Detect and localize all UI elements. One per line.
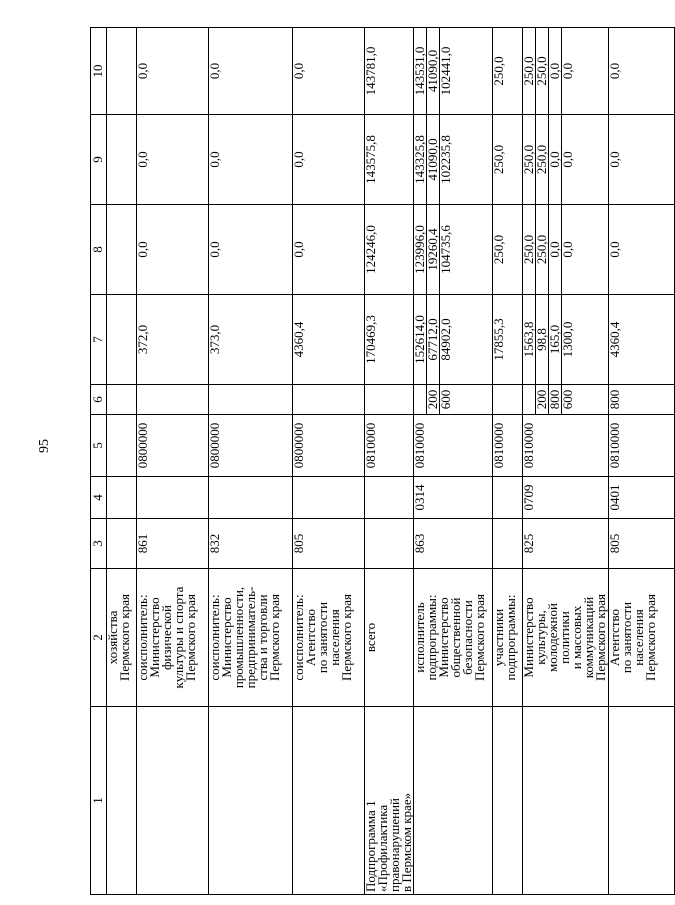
table-row [293,28,365,895]
target-item-code-cell [365,415,414,477]
program-name-cell [609,707,675,895]
amount-col7-cell [107,295,137,385]
amount-col8-cell [293,205,365,295]
table-row [209,28,293,895]
executor-name-line: Пермского края [472,594,487,681]
ministry-code-value: 863 [412,533,427,554]
program-name-cell [107,707,137,895]
table-row [493,28,523,895]
target-item-code-cell [609,415,675,477]
amount-col7-cell [609,295,675,385]
expense-type-line: 600 [439,385,452,414]
amount-col7-line: 84902,0 [439,295,452,384]
amount-col10-value: 0,0 [207,62,222,80]
executor-name-line: промышленности, [231,586,246,689]
section-code-cell [414,477,493,519]
amount-col9-cell [107,115,137,205]
ministry-code-cell [365,519,414,569]
amount-col8-cell [414,205,493,295]
ministry-code-value: 832 [207,533,222,554]
column-number-header: 10 [91,28,107,115]
amount-col9-line: 143325,8 [412,135,427,184]
executor-name-line: культуры, [533,610,548,665]
amount-col8-line: 123996,0 [412,225,427,274]
target-item-code-cell [493,415,523,477]
amount-col8-line: 250,0 [521,234,536,265]
amount-col10-cell [107,28,137,115]
amount-col9-cell [414,115,493,205]
program-name-cell [137,707,209,895]
column-number-header: 7 [91,295,107,385]
amount-col7-cell [493,295,523,385]
executor-name-line: коммуникаций [581,596,596,679]
amount-col10-line: 250,0 [535,28,548,114]
amount-col8-line: 104735,6 [439,205,452,294]
executor-name-line: населения [327,609,342,666]
amount-col7-line: 1300,0 [561,295,574,384]
table-row [107,28,137,895]
executor-name-line: подпрограммы: [503,594,518,681]
executor-name-line: хозяйства [105,610,120,665]
column-number-header: 2 [91,569,107,707]
amount-col8-cell [609,205,675,295]
section-code-cell [209,477,293,519]
amount-col9-line: 250,0 [535,115,548,204]
executor-name-cell [209,569,293,707]
executor-name-line: культуры и спорта [171,586,186,689]
amount-col9-cell [293,115,365,205]
executor-name-line: ства и торговли [255,594,270,681]
amount-col8-value: 0,0 [135,241,150,258]
amount-col9-value: 0,0 [291,151,306,168]
column-number-header: 1 [91,707,107,895]
ministry-code-value: 861 [135,533,150,554]
table-body [107,28,675,895]
ministry-code-value: 805 [607,533,622,554]
amount-col7-line: 1563,8 [521,321,536,358]
amount-col8-value: 124246,0 [363,225,378,274]
ministry-code-value: 805 [291,533,306,554]
program-name-cell [414,707,493,895]
amount-col7-value: 373,0 [207,324,222,355]
amount-col7-cell [209,295,293,385]
amount-col8-cell [209,205,293,295]
amount-col10-cell [609,28,675,115]
amount-col10-line: 41090,0 [426,28,439,114]
ministry-code-cell [493,519,523,569]
amount-col9-cell [209,115,293,205]
program-name-cell [523,707,609,895]
program-name-line: в Пермском крае» [399,792,414,892]
target-item-code-value: 0810000 [607,422,622,469]
amount-col10-value: 0,0 [291,62,306,80]
amount-col8-cell [107,205,137,295]
target-item-code-cell [209,415,293,477]
amount-col10-cell [137,28,209,115]
ministry-code-cell [137,519,209,569]
amount-col10-line: 102441,0 [439,28,452,114]
section-code-value: 0709 [521,484,536,511]
column-number-header: 9 [91,115,107,205]
amount-col8-line: 0,0 [548,205,561,294]
amount-col9-cell [609,115,675,205]
executor-name-line: Пермского края [643,594,658,681]
amount-col10-line: 250,0 [521,56,536,86]
amount-col9-line: 250,0 [521,144,536,175]
amount-col8-value: 250,0 [491,234,506,265]
amount-col10-line: 143531,0 [412,46,427,96]
executor-name-line: по занятости [315,601,330,674]
column-number-header: 6 [91,385,107,415]
executor-name-line: Пермского края [339,594,354,681]
expense-type-line: 600 [561,385,574,414]
target-item-code-value: 0810000 [491,422,506,469]
amount-col10-value: 0,0 [135,62,150,80]
table-row [609,28,675,895]
amount-col8-value: 0,0 [207,241,222,258]
table-row [523,28,609,895]
column-number-header: 3 [91,519,107,569]
expense-type-line: 200 [535,385,548,414]
amount-col9-cell [365,115,414,205]
executor-name-cell [137,569,209,707]
executor-name-cell [493,569,523,707]
program-name-line: Подпрограмма 1 [363,800,378,892]
program-name-line: правонарушений [387,798,402,892]
executor-name-line: политики [557,611,572,664]
executor-name-line: безопасности [460,600,475,675]
amount-col8-line: 250,0 [535,205,548,294]
amount-col8-value: 0,0 [607,241,622,258]
target-item-code-cell [107,415,137,477]
amount-col8-value: 0,0 [291,241,306,258]
rotated-table-wrapper [90,28,658,895]
target-item-code-value: 0800000 [135,422,150,469]
program-name-cell [293,707,365,895]
executor-name-line: общественной [448,597,463,678]
amount-col9-value: 0,0 [607,151,622,168]
executor-name-line: Пермского края [267,594,282,681]
executor-name-line: Агентство [607,608,622,667]
expense-type-cell [107,385,137,415]
ministry-code-cell [209,519,293,569]
executor-name-line: соисполнитель: [291,594,306,681]
ministry-code-cell [293,519,365,569]
executor-name-line: Министерство [219,597,234,678]
amount-col7-line: 165,0 [548,295,561,384]
ministry-code-cell [107,519,137,569]
amount-col9-line: 41090,0 [426,115,439,204]
executor-name-line: физической [159,605,174,670]
ministry-code-cell [414,519,493,569]
amount-col10-value: 143781,0 [363,46,378,96]
expense-type-cell [609,385,675,415]
expense-type-cell [523,385,609,415]
executor-name-line: Пермского края [593,594,608,681]
ministry-code-cell [609,519,675,569]
executor-name-line: соисполнитель: [135,594,150,681]
executor-name-line: и массовых [569,605,584,670]
section-code-cell [609,477,675,519]
expense-type-cell [137,385,209,415]
amount-col8-cell [493,205,523,295]
amount-col8-cell [523,205,609,295]
executor-name-cell [523,569,609,707]
amount-col8-line: 0,0 [561,205,574,294]
executor-name-cell [107,569,137,707]
executor-name-line: предприниматель- [243,586,258,689]
amount-col10-cell [523,28,609,115]
amount-col9-cell [523,115,609,205]
amount-col10-value: 0,0 [607,62,622,80]
column-number-header: 4 [91,477,107,519]
section-code-cell [493,477,523,519]
column-number-header: 8 [91,205,107,295]
section-code-cell [107,477,137,519]
section-code-cell [137,477,209,519]
executor-name-line: исполнитель [412,602,427,673]
expense-type-line: 800 [548,385,561,414]
amount-col9-value: 250,0 [491,144,506,175]
amount-col7-line: 98,8 [535,295,548,384]
amount-col9-line: 0,0 [548,115,561,204]
amount-col9-value: 0,0 [135,151,150,168]
amount-col7-cell [523,295,609,385]
column-number-header: 5 [91,415,107,477]
expense-type-cell [493,385,523,415]
program-name-line: «Профилактика [375,804,390,892]
executor-name-line: соисполнитель: [207,594,222,681]
expense-type-cell [365,385,414,415]
expense-type-value: 800 [607,389,622,410]
amount-col7-line: 67712,0 [426,295,439,384]
section-code-cell [293,477,365,519]
ministry-code-cell [523,519,609,569]
executor-name-cell [365,569,414,707]
amount-col9-cell [493,115,523,205]
executor-name-cell [414,569,493,707]
executor-name-cell [293,569,365,707]
amount-col7-value: 4360,4 [291,321,306,358]
amount-col8-cell [365,205,414,295]
executor-name-line: молодежной [545,603,560,672]
expense-type-line: 200 [426,385,439,414]
target-item-code-value: 0810000 [412,422,427,469]
amount-col7-cell [137,295,209,385]
target-item-code-cell [293,415,365,477]
target-item-code-cell [137,415,209,477]
amount-col10-line: 0,0 [561,28,574,114]
amount-col7-value: 17855,3 [491,318,506,361]
executor-name-line: Министерство [436,597,451,678]
executor-name-line: Пермского края [183,594,198,681]
executor-name-line: Пермского края [117,594,132,681]
executor-name-cell [609,569,675,707]
amount-col7-value: 372,0 [135,324,150,355]
expense-type-cell [293,385,365,415]
amount-col10-cell [414,28,493,115]
table-row [414,28,493,895]
executor-name-line: Министерство [147,597,162,678]
amount-col9-cell [137,115,209,205]
executor-name-line: Агентство [303,608,318,667]
amount-col9-value: 0,0 [207,151,222,168]
table-row [137,28,209,895]
program-name-cell [493,707,523,895]
amount-col10-value: 250,0 [491,56,506,86]
page-number: 95 [37,439,52,453]
target-item-code-value: 0810000 [363,422,378,469]
table-row [365,28,414,895]
amount-col9-line: 102235,8 [439,115,452,204]
amount-col7-cell [293,295,365,385]
expense-type-cell [414,385,493,415]
executor-name-line: по занятости [619,601,634,674]
column-number-row [91,28,107,895]
amount-col10-cell [493,28,523,115]
amount-col9-value: 143575,8 [363,135,378,184]
amount-col9-line: 0,0 [561,115,574,204]
expense-type-cell [209,385,293,415]
amount-col8-cell [137,205,209,295]
target-item-code-cell [523,415,609,477]
executor-name-line: Министерство [521,597,536,678]
section-code-cell [365,477,414,519]
target-item-code-value: 0810000 [521,422,536,469]
program-name-cell [365,707,414,895]
amount-col7-cell [414,295,493,385]
executor-name-line: всего [363,622,378,653]
amount-col8-line: 19260,4 [426,205,439,294]
program-name-cell [209,707,293,895]
section-code-cell [523,477,609,519]
amount-col7-value: 170469,3 [363,315,378,364]
ministry-code-value: 825 [521,533,536,554]
amount-col7-line: 152614,0 [412,315,427,364]
section-code-value: 0314 [412,484,427,511]
amount-col7-value: 4360,4 [607,321,622,358]
section-code-value: 0401 [607,484,622,511]
amount-col10-line: 0,0 [548,28,561,114]
executor-name-line: подпрограммы: [424,594,439,681]
budget-table [90,27,675,895]
executor-name-line: участники [491,608,506,667]
amount-col10-cell [293,28,365,115]
amount-col10-cell [209,28,293,115]
target-item-code-value: 0800000 [207,422,222,469]
executor-name-line: населения [631,609,646,666]
amount-col10-cell [365,28,414,115]
target-item-code-cell [414,415,493,477]
amount-col7-cell [365,295,414,385]
target-item-code-value: 0800000 [291,422,306,469]
